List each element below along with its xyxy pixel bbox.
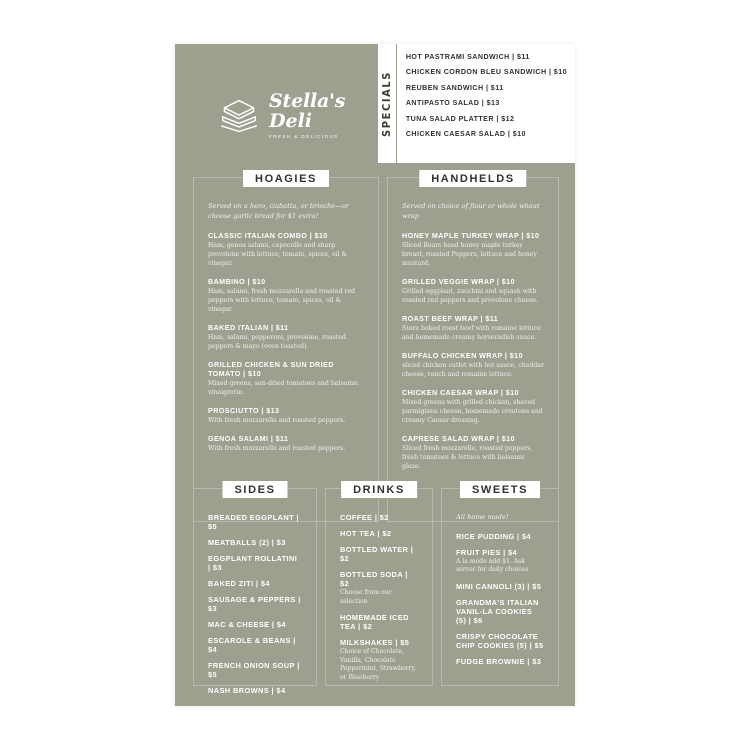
menu-item-desc: Choose from our selection bbox=[340, 589, 392, 605]
menu-item-name: CAPRESE SALAD WRAP | $10 bbox=[402, 433, 515, 443]
menu-item-desc: Sliced fresh mozzarella, roasted peppers, fresh tomatoes & lettuce with balsamic glaze. bbox=[402, 444, 533, 470]
section-intro: Served on choice of flour or whole wheat wrap bbox=[402, 202, 540, 220]
menu-item-desc: Store baked roast beef with romaine lettuce and homemade creamy horseradish sauce. bbox=[402, 324, 541, 341]
specials-item: CHICKEN CAESAR SALAD | $10 bbox=[405, 129, 526, 138]
menu-item-name: BOTTLED WATER | $2 bbox=[340, 545, 414, 563]
menu-item-name: GRILLED CHICKEN & SUN DRIED TOMATO | $10 bbox=[208, 359, 334, 378]
section-drinks bbox=[325, 484, 433, 686]
menu-item bbox=[208, 661, 302, 679]
section-body-sweets bbox=[442, 489, 558, 683]
menu-item-name: SAUSAGE & PEPPERS | $3 bbox=[208, 595, 301, 613]
menu-item bbox=[456, 598, 544, 625]
menu-item-desc: Mixed greens with grilled chicken, shaved parmigiana cheese, homemade croutons and creamy Caesar dressing. bbox=[402, 398, 543, 424]
menu-item-name: MINI CANNOLI (3) | $5 bbox=[456, 581, 542, 591]
section-sweets bbox=[441, 484, 559, 686]
menu-item bbox=[208, 360, 364, 398]
specials-item: REUBEN SANDWICH | $11 bbox=[405, 83, 504, 92]
section-sides bbox=[193, 484, 317, 695]
menu-item bbox=[340, 529, 418, 538]
menu-item bbox=[208, 595, 302, 613]
section-body-sides bbox=[194, 489, 316, 712]
menu-item bbox=[208, 434, 364, 454]
menu-item-name: COFFEE | $2 bbox=[340, 513, 389, 522]
brand-name-line1: Stella's bbox=[269, 90, 346, 112]
menu-item-desc: A la mode add $1. Ask server for daily choices bbox=[456, 557, 529, 574]
menu-item-name: MILKSHAKES | $5 bbox=[340, 638, 410, 648]
menu-item-desc: Choice of Chocolate, Vanilla, Chocolate Peppermint, Strawberry, or Blueberry bbox=[340, 648, 417, 681]
menu-item-desc: Mixed greens, sun-dried tomatoes and balsamic vinaigrette. bbox=[208, 379, 359, 396]
specials-panel bbox=[378, 44, 575, 163]
menu-header bbox=[175, 44, 575, 164]
menu-item-name: ROAST BEEF WRAP | $11 bbox=[402, 313, 499, 323]
menu-item bbox=[208, 554, 302, 572]
menu-item-name: PROSCIUTTO | $13 bbox=[208, 405, 280, 415]
section-title-handhelds: HANDHELDS bbox=[419, 170, 526, 187]
menu-item bbox=[340, 545, 418, 563]
sandwich-icon bbox=[217, 96, 261, 136]
menu-item-name: BAKED ZITI | $4 bbox=[208, 579, 270, 588]
menu-item-name: FUDGE BROWNIE | $3 bbox=[456, 656, 542, 666]
menu-item-name: BUFFALO CHICKEN WRAP | $10 bbox=[402, 350, 523, 360]
menu-item-name: RICE PUDDING | $4 bbox=[456, 531, 531, 541]
menu-item bbox=[456, 582, 544, 591]
specials-label: SPECIALS bbox=[380, 70, 394, 137]
menu-item bbox=[456, 548, 544, 575]
menu-item-name: GENOA SALAMI | $11 bbox=[208, 433, 289, 443]
brand-name-line2: Deli bbox=[269, 110, 313, 132]
menu-item-name: GRANDMA'S ITALIAN VANIL-LA COOKIES (5) | $6 bbox=[456, 597, 539, 625]
section-body-handhelds bbox=[388, 178, 558, 490]
section-hoagies bbox=[193, 173, 379, 522]
menu-item-name: CHICKEN CAESAR WRAP | $10 bbox=[402, 387, 519, 397]
menu-item-name: EGGPLANT ROLLATINI | $3 bbox=[208, 554, 298, 572]
section-title-hoagies: HOAGIES bbox=[243, 170, 329, 187]
menu-item-name: MAC & CHEESE | $4 bbox=[208, 620, 286, 629]
menu-item bbox=[402, 434, 544, 472]
menu-item-name: CRISPY CHOCOLATE CHIP COOKIES (5) | $5 bbox=[456, 631, 544, 650]
section-title-sides: SIDES bbox=[222, 481, 287, 498]
menu-item-name: GRILLED VEGGIE WRAP | $10 bbox=[402, 276, 515, 286]
menu-item-name: FRENCH ONION SOUP | $5 bbox=[208, 661, 300, 679]
menu-item bbox=[456, 632, 544, 650]
section-intro: All home made! bbox=[456, 513, 509, 521]
menu-item-name: MEATBALLS (2) | $3 bbox=[208, 538, 286, 547]
specials-item: TUNA SALAD PLATTER | $12 bbox=[405, 114, 515, 123]
menu-item-desc: Grilled eggplant, zucchini and squash with roasted red peppers and provolone cheese. bbox=[402, 287, 538, 304]
menu-item-name: HONEY MAPLE TURKEY WRAP | $10 bbox=[402, 230, 540, 240]
menu-item bbox=[402, 388, 544, 426]
specials-item: HOT PASTRAMI SANDWICH | $11 bbox=[405, 53, 530, 61]
menu-item-name: BOTTLED SODA | $2 bbox=[340, 570, 408, 588]
menu-item-name: BREADED EGGPLANT | $5 bbox=[208, 513, 299, 531]
menu-item bbox=[340, 638, 418, 682]
menu-item bbox=[456, 532, 544, 541]
section-intro: Served on a hero, ciabatta, or brioche—or choose garlic bread for $1 extra! bbox=[208, 202, 349, 220]
brand-wordmark bbox=[269, 92, 345, 140]
brand-tagline: FRESH & DELICIOUS bbox=[269, 134, 339, 139]
brand-logo bbox=[217, 92, 345, 140]
menu-item-name: BAKED ITALIAN | $11 bbox=[208, 322, 289, 332]
section-body-drinks bbox=[326, 489, 432, 699]
menu-item-name: NASH BROWNS | $4 bbox=[208, 686, 286, 695]
menu-item bbox=[402, 351, 544, 380]
menu-item-name: HOMEMADE ICED TEA | $2 bbox=[340, 613, 409, 632]
specials-item: CHICKEN CORDON BLEU SANDWICH | $10 bbox=[405, 68, 567, 77]
menu-item bbox=[208, 406, 364, 426]
menu-item bbox=[340, 613, 418, 631]
menu-item-desc: Ham, salami, pepperoni, provolone, roasted peppers & mayo (oven toasted). bbox=[208, 333, 346, 350]
menu-item-name: CLASSIC ITALIAN COMBO | $10 bbox=[208, 230, 328, 240]
menu-item-desc: With fresh mozzarella and roasted peppers. bbox=[208, 444, 346, 452]
specials-tab bbox=[378, 44, 397, 163]
menu-item bbox=[208, 231, 364, 269]
menu-item bbox=[208, 277, 364, 315]
menu-item bbox=[208, 579, 302, 588]
menu-item-desc: sliced chicken cutlet with hot sauce, cheddar cheese, ranch and romaine lettuce. bbox=[402, 361, 544, 378]
menu-item-desc: Ham, salami, fresh mozzarella and roasted red peppers with lettuce, tomato, spices, oil & vinegar. bbox=[208, 287, 356, 313]
menu-sheet bbox=[175, 44, 575, 706]
menu-item-name: HOT TEA | $2 bbox=[340, 529, 392, 538]
menu-item bbox=[208, 513, 302, 531]
menu-item-name: BAMBINO | $10 bbox=[208, 276, 266, 286]
menu-item-desc: Sliced Boars head honey maple turkey breast, roasted Peppers, lettuce and honey mustard. bbox=[402, 241, 537, 267]
menu-item bbox=[456, 657, 544, 666]
menu-item bbox=[208, 323, 364, 352]
menu-item bbox=[208, 620, 302, 629]
menu-item bbox=[208, 636, 302, 654]
section-handhelds bbox=[387, 173, 559, 522]
menu-item bbox=[340, 513, 418, 522]
specials-list bbox=[397, 44, 575, 163]
specials-item: ANTIPASTO SALAD | $13 bbox=[405, 99, 500, 108]
menu-item-desc: With fresh mozzarella and roasted peppers. bbox=[208, 416, 346, 424]
menu-item bbox=[340, 570, 418, 606]
menu-item bbox=[208, 538, 302, 547]
menu-item-name: ESCAROLE & BEANS | $4 bbox=[208, 636, 296, 654]
menu-item bbox=[402, 314, 544, 343]
menu-item-name: FRUIT PIES | $4 bbox=[456, 547, 518, 557]
section-title-sweets: SWEETS bbox=[460, 481, 540, 498]
section-title-drinks: DRINKS bbox=[341, 481, 417, 498]
menu-item bbox=[402, 277, 544, 306]
menu-item-desc: Ham, genoa salami, capocollo and sharp provolone with lettuce, tomato, spices, oil & vinegar. bbox=[208, 241, 347, 267]
menu-item bbox=[402, 231, 544, 269]
section-body-hoagies bbox=[194, 178, 378, 472]
menu-item bbox=[208, 686, 302, 695]
